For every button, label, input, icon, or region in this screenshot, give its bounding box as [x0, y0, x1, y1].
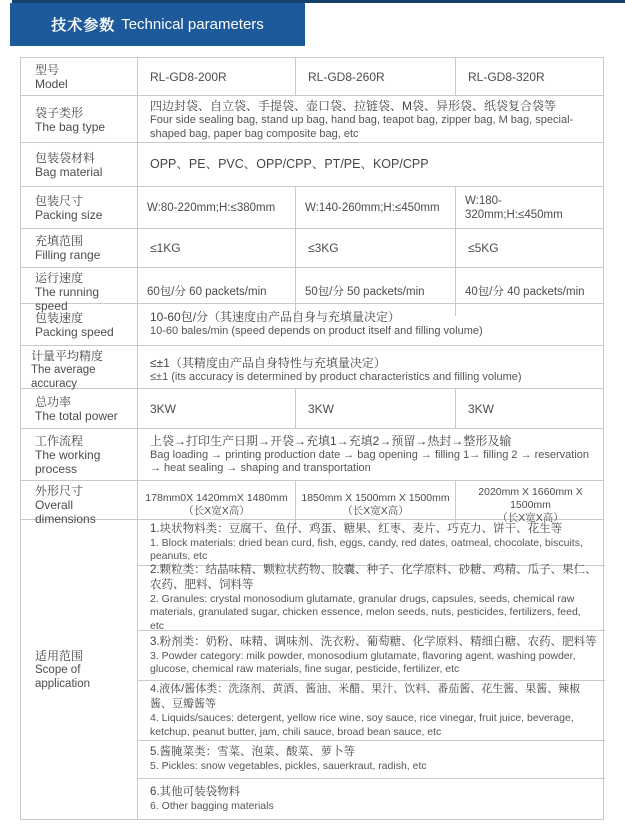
row-label-en: Overall dimensions: [35, 498, 96, 526]
row-label-en: Model: [35, 76, 68, 91]
bag-type-zh: 四边封袋、自立袋、手提袋、壶口袋、拉链袋、M袋、异形袋、纸袋复合袋等: [150, 99, 556, 113]
bag-type-cell: [138, 96, 605, 144]
packing-size-cell-3: W:180-320mm;H:≤450mm: [465, 194, 563, 221]
scope-item-zh: 1.块状物料类：豆腐干、鱼仔、鸡蛋、糖果、红枣、麦片、巧克力、饼干、花生等: [150, 522, 563, 535]
table-row-model: [21, 58, 603, 96]
table-row-scope-of-application: [21, 520, 603, 819]
dimensions-value: 178mm0X 1420mmX 1480mm: [145, 492, 288, 504]
running-speed-cell-1: 60包/分 60 packets/min: [138, 268, 296, 316]
average-accuracy-en: ≤±1 (its accuracy is determined by product characteristics and filling volume): [150, 370, 522, 383]
bag-material-zh: OPP、PE、PVC、OPP/CPP、PT/PE、KOP/CPP: [150, 157, 429, 171]
dimensions-legend: （长X宽X高）: [183, 505, 250, 517]
scope-item-granules: [138, 563, 605, 632]
row-label-en: The working process: [35, 447, 101, 476]
row-label-zh: 运行速度: [35, 271, 84, 285]
row-label-zh: 总功率: [35, 394, 72, 409]
dimensions-legend: （长X宽X高）: [342, 505, 409, 517]
packing-size-cell-2: W:140-260mm;H:≤450mm: [296, 187, 456, 228]
row-label-zh: 充填范围: [35, 234, 84, 248]
row-label-bag-type: [21, 96, 138, 144]
scope-subrows: [138, 520, 605, 819]
scope-item-en: 1. Block materials: dried bean curd, fish, eggs, candy, red dates, oatmeal, chocolate, biscuits, peanuts, etc: [150, 536, 583, 562]
dimensions-value: 2020mm X 1660mm X 1500mm: [478, 485, 583, 511]
table-row-total-power: [21, 389, 603, 429]
row-label-zh: 包装尺寸: [35, 193, 84, 208]
scope-item-en: 3. Powder category: milk powder, monosodium glutamate, flavoring agent, washing powder, glucose, chemical raw materials, fine sugar, pesticide, fertilizer, etc: [150, 649, 576, 675]
row-label-en: Packing speed: [35, 324, 114, 339]
row-label-zh: 适用范围: [35, 648, 84, 663]
total-power-cell-1: 3KW: [138, 389, 296, 428]
working-process-en: Bag loading → printing production date → bag opening → filling 1→ filling 2 → reservation → heat sealing → shaping and transportation: [150, 448, 590, 474]
average-accuracy-zh: ≤±1（其精度由产品自身特性与充填量决定）: [150, 355, 386, 370]
row-label-total-power: [21, 389, 138, 428]
scope-item-other-materials: [138, 779, 605, 819]
page-title-en: Technical parameters: [121, 16, 264, 33]
scope-item-powder: [138, 631, 605, 681]
row-label-zh: 外形尺寸: [35, 484, 84, 498]
working-process-cell: [138, 429, 605, 480]
row-label-en: The bag type: [35, 120, 106, 134]
table-row-bag-type: [21, 96, 603, 143]
dimensions-value: 1850mm X 1500mm X 1500mm: [301, 492, 450, 504]
row-label-bag-material: [21, 143, 138, 186]
page-title-banner: [10, 3, 305, 46]
table-row-average-accuracy: [21, 346, 603, 389]
row-label-zh: 包装速度: [35, 310, 84, 325]
scope-item-zh: 2.颗粒类：结晶味精、颗粒状药物、胶囊、种子、化学原料、砂糖、鸡精、瓜子、果仁、农药、肥料、饲料等: [150, 563, 597, 591]
scope-item-en: 6. Other bagging materials: [150, 799, 274, 812]
filling-range-cell-1: ≤1KG: [138, 229, 296, 267]
row-label-zh: 计量平均精度: [31, 349, 104, 363]
filling-range-cell-2: ≤3KG: [296, 229, 456, 267]
bag-material-cell: [138, 143, 605, 186]
packing-size-cell-1: W:80-220mm;H:≤380mm: [138, 187, 296, 228]
model-cell-2: RL-GD8-260R: [296, 58, 456, 95]
page-title-zh: 技术参数: [51, 17, 116, 34]
scope-item-zh: 3.粉剂类：奶粉、味精、调味剂、洗衣粉、葡萄糖、化学原料、精细白糖、农药、肥料等: [150, 635, 597, 648]
scope-item-zh: 6.其他可装袋物料: [150, 785, 241, 798]
table-row-packing-speed: [21, 304, 603, 346]
row-label-zh: 工作流程: [35, 433, 84, 448]
row-label-packing-speed: [21, 304, 138, 345]
running-speed-cell-2: 50包/分 50 packets/min: [296, 268, 456, 316]
row-label-scope-of-application: [21, 520, 138, 819]
row-label-average-accuracy: [21, 346, 138, 394]
table-row-bag-material: [21, 143, 603, 187]
running-speed-cell-3: 40包/分 40 packets/min: [465, 286, 585, 298]
row-label-zh: 包装袋材料: [35, 150, 96, 165]
table-row-packing-size: [21, 187, 603, 229]
table-row-working-process: [21, 429, 603, 481]
scope-item-zh: 5.酱腌菜类：雪菜、泡菜、酸菜、萝卜等: [150, 746, 356, 759]
scope-item-zh: 4.液体/酱体类：洗涤剂、黄酒、酱油、米醋、果汁、饮料、番茄酱、花生酱、果酱、辣椒酱、豆瓣酱等: [150, 683, 581, 710]
row-label-model: [21, 58, 138, 95]
row-label-zh: 型号: [35, 62, 60, 77]
scope-item-pickles: [138, 741, 605, 779]
dimensions-legend: （长X宽X高）: [497, 511, 564, 524]
packing-speed-en: 10-60 bales/min (speed depends on product itself and filling volume): [150, 325, 483, 338]
scope-item-block-materials: [138, 520, 605, 566]
packing-speed-cell: [138, 304, 605, 345]
scope-item-en: 2. Granules: crystal monosodium glutamate, granular drugs, capsules, seeds, chemical raw materials, granulated sugar, chicken essence, melon seeds, nuts, pesticides, fertilizers, feed, etc: [150, 592, 581, 632]
working-process-zh: 上袋→打印生产日期→开袋→充填1→充填2→预留→热封→整形及输: [150, 433, 512, 448]
scope-item-liquids-sauces: [138, 681, 605, 741]
scope-item-en: 4. Liquids/sauces: detergent, yellow rice wine, soy sauce, rice vinegar, fruit juice, beverage, ketchup, peanut butter, jam, chili sauce, broad bean sauce, etc: [150, 712, 574, 738]
technical-parameters-table: [20, 57, 604, 820]
model-cell-3: RL-GD8-320R: [468, 69, 545, 84]
scope-item-en: 5. Pickles: snow vegetables, pickles, sauerkraut, radish, etc: [150, 760, 427, 773]
table-row-overall-dimensions: [21, 481, 603, 526]
row-label-en: Scope of application: [35, 663, 90, 690]
row-label-packing-size: [21, 187, 138, 228]
row-label-working-process: [21, 429, 138, 480]
row-label-en: Bag material: [35, 164, 103, 179]
table-row-filling-range: [21, 229, 603, 268]
row-label-en: Packing size: [35, 207, 103, 222]
row-label-filling-range: [21, 229, 138, 267]
row-label-zh: 袋子类形: [35, 106, 84, 120]
row-label-en: The running speed: [35, 285, 100, 313]
row-label-en: Filling range: [35, 248, 101, 262]
total-power-cell-2: 3KW: [296, 389, 456, 428]
model-cell-1: RL-GD8-200R: [138, 58, 296, 95]
table-row-running-speed: [21, 268, 603, 313]
bag-type-en: Four side sealing bag, stand up bag, hand bag, teapot bag, zipper bag, M bag, special-shaped bag, paper bag composite bag, etc: [150, 114, 574, 140]
row-label-en: The average accuracy: [31, 364, 96, 390]
row-label-en: The total power: [35, 408, 118, 423]
packing-speed-zh: 10-60包/分（其速度由产品自身与充填量决定）: [150, 310, 401, 325]
filling-range-cell-3: ≤5KG: [468, 241, 499, 255]
total-power-cell-3: 3KW: [468, 401, 495, 416]
average-accuracy-cell: [138, 346, 605, 394]
